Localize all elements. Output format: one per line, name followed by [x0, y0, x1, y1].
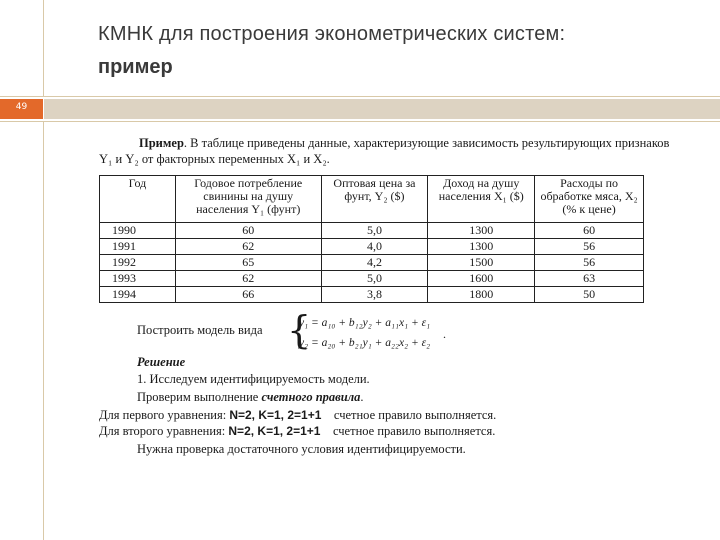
check-prefix: Проверим выполнение [137, 390, 262, 404]
sufficiency-text: Нужна проверка достаточного условия идентифицируемости. [137, 442, 466, 456]
table-row [100, 255, 644, 271]
second-eq-result: счетное правило выполняется. [332, 424, 496, 438]
table-cell: 63 [535, 271, 644, 287]
table-cell: 1300 [428, 239, 535, 255]
table-cell: 1993 [100, 271, 176, 287]
first-eq-label: Для первого уравнения: [99, 408, 227, 422]
equation-1: y₁ = a₁₀ + b₁₂y₂ + a₁₁x₁ + ε₁ [299, 317, 431, 329]
intro-paragraph [99, 135, 673, 167]
first-eq-result: счетное правило выполняется. [333, 408, 497, 422]
table-cell: 1500 [428, 255, 535, 271]
table-cell: 56 [535, 239, 644, 255]
first-eq-values: N=2, K=1, 2=1+1 [229, 408, 322, 422]
table-cell: 1994 [100, 287, 176, 303]
table-cell: 4,0 [321, 239, 428, 255]
second-equation-check [99, 424, 495, 439]
data-table [99, 175, 644, 303]
table-cell: 5,0 [321, 223, 428, 239]
slide-number: 49 [15, 102, 28, 112]
table-cell: 1991 [100, 239, 176, 255]
second-eq-values: N=2, K=1, 2=1+1 [228, 424, 321, 438]
second-eq-label: Для второго уравнения: [99, 424, 226, 438]
table-header: Расходы по обработке мяса, X₂ (% к цене) [535, 176, 644, 223]
slide-band-fill [44, 99, 720, 119]
slide-frame-line [43, 0, 44, 540]
table-cell: 62 [175, 271, 321, 287]
build-model-label: Построить модель вида [137, 323, 263, 337]
equation-2: y₂ = a₂₀ + b₂₁y₁ + a₂₂x₂ + ε₂ [299, 337, 431, 349]
table-cell: 1992 [100, 255, 176, 271]
table-cell: 62 [175, 239, 321, 255]
table-cell: 65 [175, 255, 321, 271]
table-cell: 50 [535, 287, 644, 303]
table-cell: 60 [175, 223, 321, 239]
slide-subtitle: пример [98, 56, 173, 78]
check-suffix: . [360, 390, 364, 404]
table-cell: 56 [535, 255, 644, 271]
table-header: Год [100, 176, 176, 223]
equation-end: . [443, 327, 446, 341]
table-cell: 3,8 [321, 287, 428, 303]
intro-bold: Пример [139, 136, 184, 150]
table-row [100, 223, 644, 239]
table-cell: 1800 [428, 287, 535, 303]
table-cell: 66 [175, 287, 321, 303]
document-image [95, 131, 678, 458]
table-header: Доход на душу населения X₁ ($) [428, 176, 535, 223]
table-header: Годовое потребление свинины на душу населения Y₁ (фунт) [175, 176, 321, 223]
table-header-row [100, 176, 644, 223]
table-cell: 4,2 [321, 255, 428, 271]
brace-symbol: { [287, 308, 312, 352]
table-cell: 1990 [100, 223, 176, 239]
check-rule: счетного правила [261, 390, 361, 404]
table-cell: 1300 [428, 223, 535, 239]
table-row [100, 271, 644, 287]
table-cell: 5,0 [321, 271, 428, 287]
check-rule-text [137, 390, 364, 405]
table-header: Оптовая цена за фунт, Y₂ ($) [321, 176, 428, 223]
table-cell: 1600 [428, 271, 535, 287]
slide-title: КМНК для построения эконометрических систем: [98, 23, 566, 45]
step-1-text: 1. Исследуем идентифицируемость модели. [137, 372, 370, 386]
table-cell: 60 [535, 223, 644, 239]
table-row [100, 287, 644, 303]
intro-text: . В таблице приведены данные, характеризующие зависимость результирующих признаков Y₁ и Y₂ от факторных переменных X₁ и X₂. [99, 136, 670, 166]
table-row [100, 239, 644, 255]
solution-heading: Решение [137, 355, 186, 369]
first-equation-check [99, 408, 496, 423]
